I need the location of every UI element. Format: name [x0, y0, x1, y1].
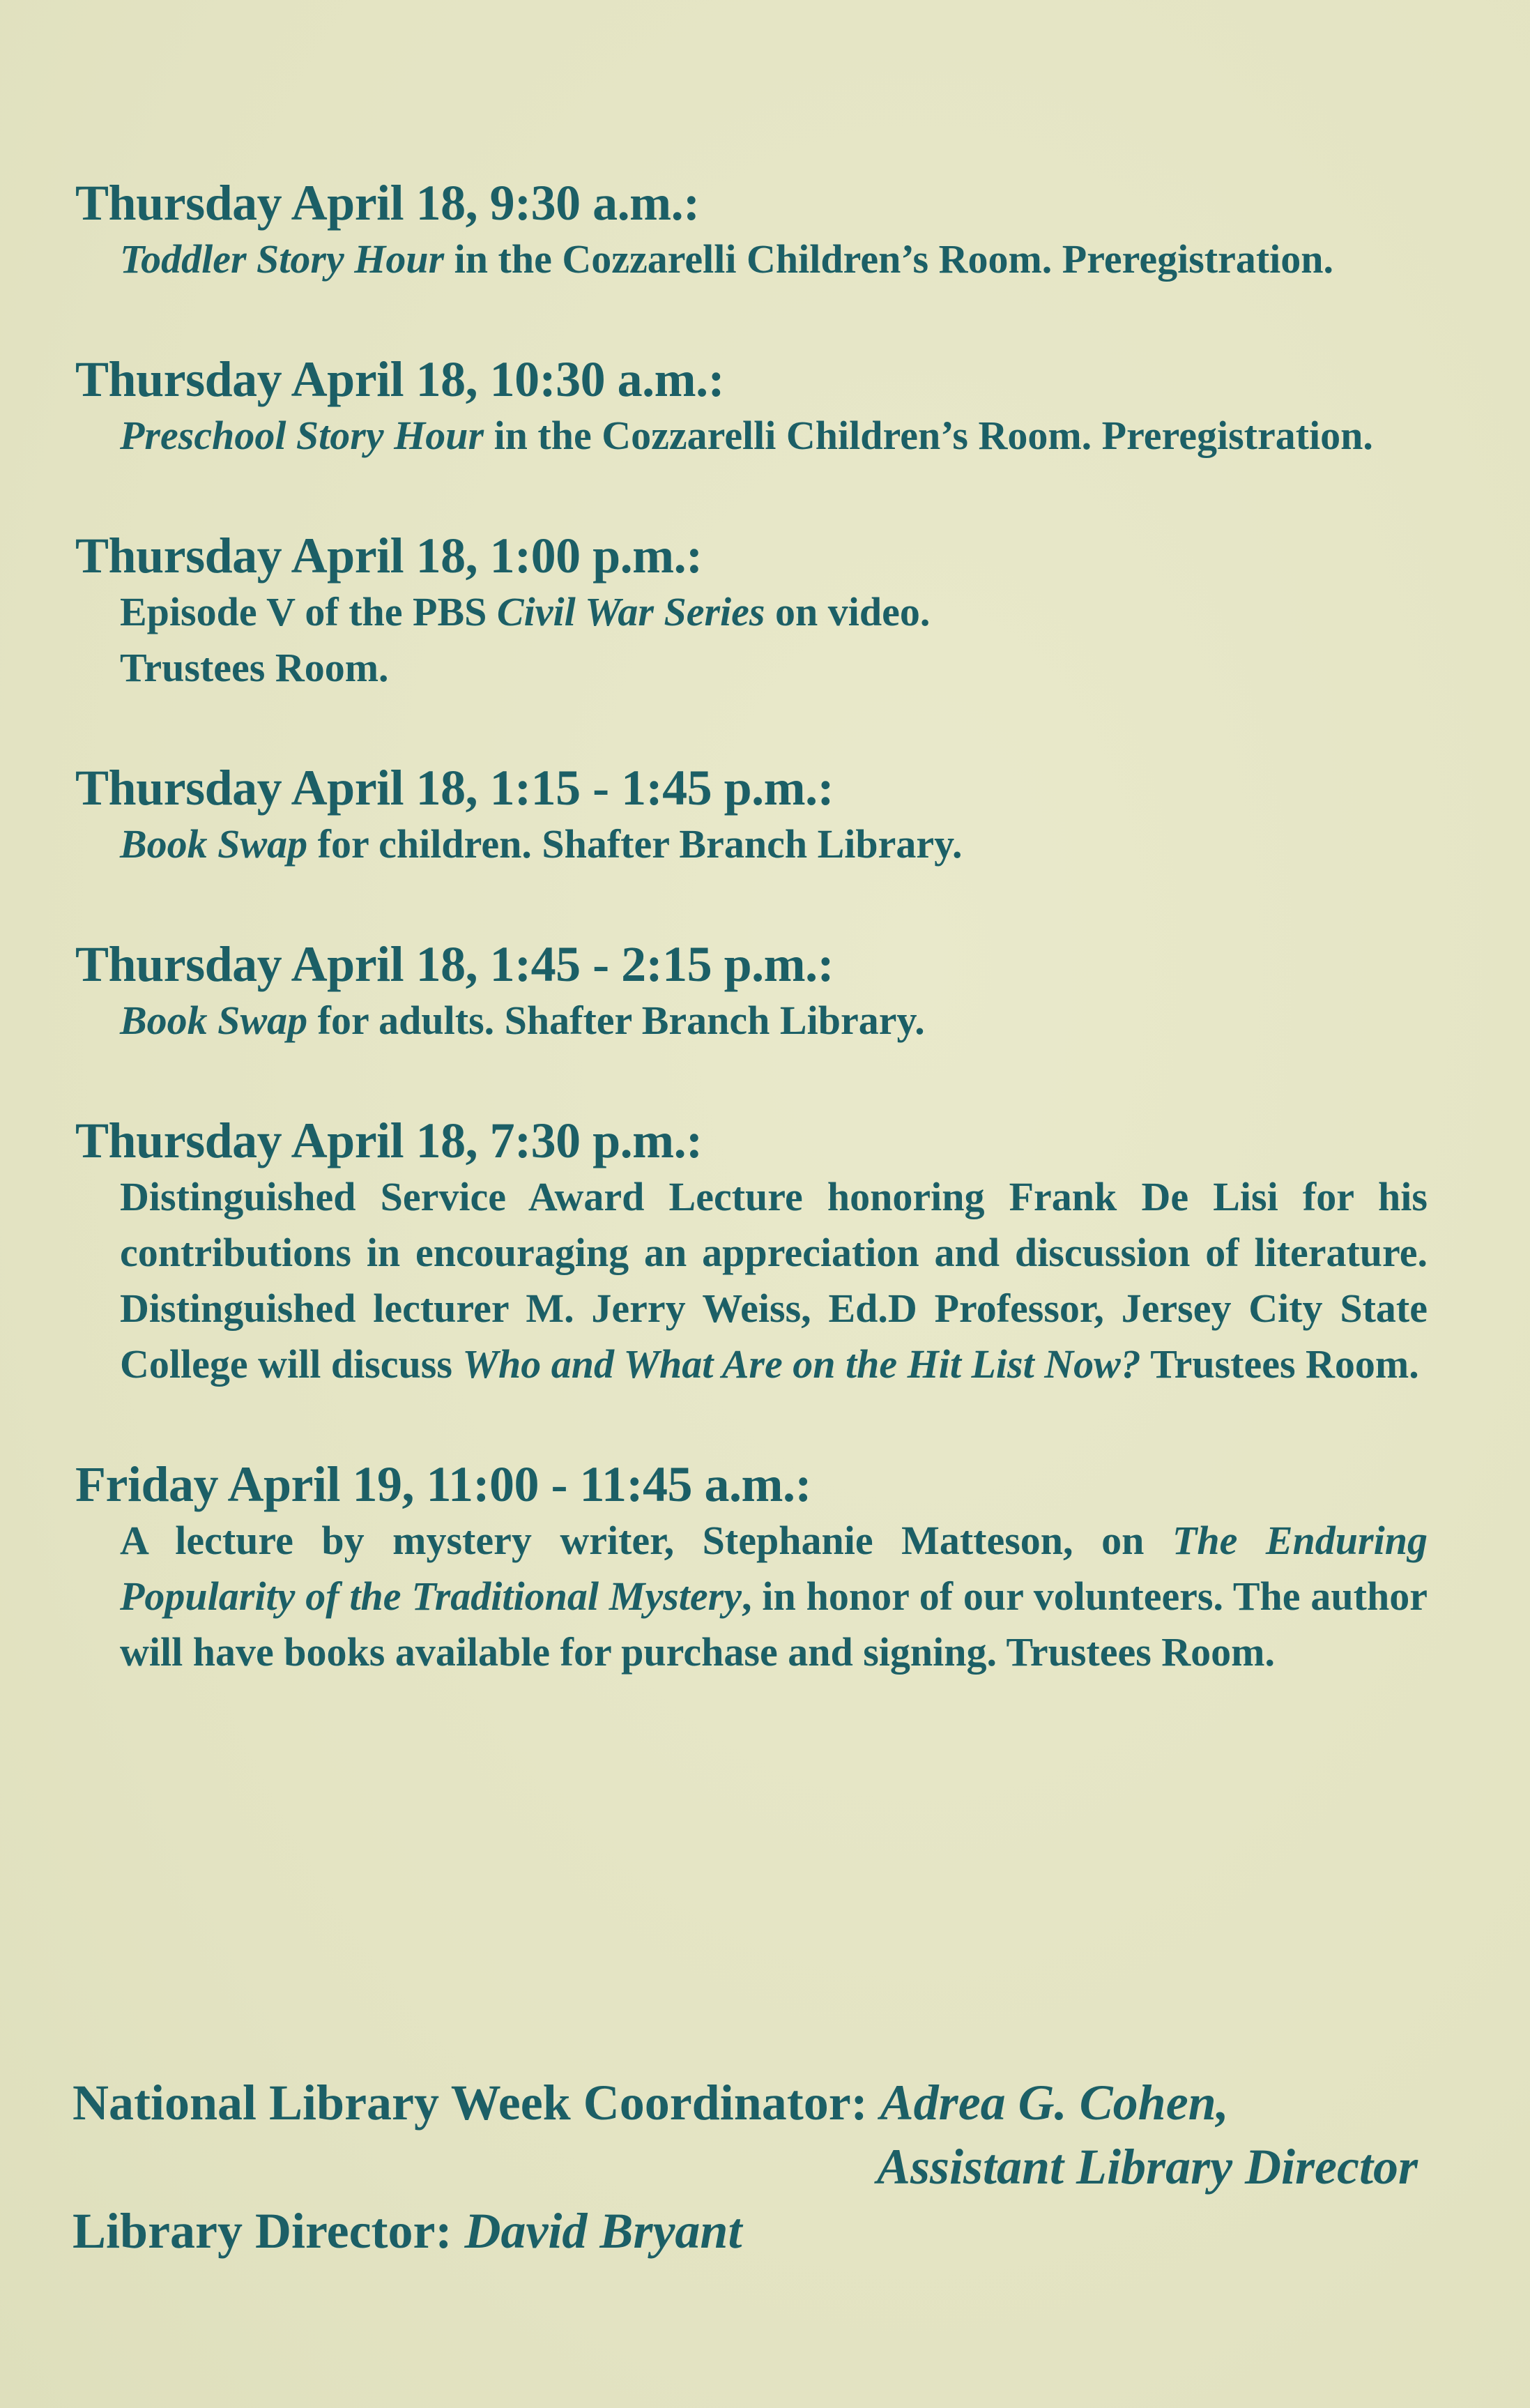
event-heading: Thursday April 18, 1:15 - 1:45 p.m.: — [75, 760, 834, 816]
event-description — [120, 231, 1428, 287]
event-item — [75, 759, 1428, 872]
event-text: for children. Shafter Branch Library. — [307, 821, 963, 867]
coordinator-name: Adrea G. Cohen, — [880, 2075, 1229, 2131]
event-text: in the Cozzarelli Children’s Room. Preregistration. — [444, 236, 1334, 282]
event-title-italic: Preschool Story Hour — [120, 413, 484, 458]
event-description — [120, 1169, 1428, 1392]
event-text: on video. — [765, 589, 931, 634]
event-title-italic: Toddler Story Hour — [120, 236, 445, 282]
event-text: in the Cozzarelli Children’s Room. Preregistration. — [484, 413, 1373, 458]
event-description — [120, 993, 1428, 1049]
event-text: , in honor of our volunteers. The author will have books available for purchase and signing. Trustees Room. — [120, 1573, 1428, 1675]
event-item — [75, 174, 1428, 287]
event-text: A lecture by mystery writer, Stephanie Matteson, on — [120, 1518, 1172, 1563]
event-text: for adults. Shafter Branch Library. — [307, 998, 925, 1043]
director-label: Library Director: — [72, 2203, 465, 2259]
event-text: Episode V of the PBS — [120, 589, 497, 634]
event-schedule — [75, 174, 1428, 1744]
coordinator-title: Assistant Library Director — [876, 2139, 1418, 2195]
event-list — [75, 174, 1428, 1680]
credits-footer — [72, 2071, 1418, 2263]
event-description — [120, 584, 1428, 696]
event-heading: Thursday April 18, 7:30 p.m.: — [75, 1113, 703, 1168]
director-line — [72, 2199, 1418, 2263]
event-description — [120, 1513, 1428, 1680]
event-item — [75, 351, 1428, 464]
event-description — [120, 816, 1428, 872]
event-heading: Thursday April 18, 9:30 a.m.: — [75, 175, 700, 231]
event-text: Distinguished Service Award Lecture honoring Frank De Lisi for his contributions in encouraging an appreciation and discussion of literature. Distinguished lecturer M. Jerry Weiss, Ed.D Professor, Jersey City State College will discuss — [120, 1174, 1428, 1387]
director-name: David Bryant — [464, 2203, 742, 2259]
event-item — [75, 936, 1428, 1049]
event-description — [120, 408, 1428, 464]
event-heading: Thursday April 18, 10:30 a.m.: — [75, 351, 725, 407]
coordinator-line — [72, 2071, 1418, 2135]
event-title-italic: Who and What Are on the Hit List Now? — [462, 1341, 1141, 1387]
coordinator-title-line — [72, 2135, 1418, 2199]
event-item — [75, 1112, 1428, 1392]
event-item — [75, 527, 1428, 696]
event-item — [75, 1456, 1428, 1680]
event-title-italic: Book Swap — [120, 821, 308, 867]
event-title-italic: Book Swap — [120, 998, 308, 1043]
event-heading: Thursday April 18, 1:00 p.m.: — [75, 528, 703, 584]
event-text: Trustees Room. — [120, 645, 389, 690]
event-text: Trustees Room. — [1140, 1341, 1419, 1387]
event-title-italic: The Enduring Popularity of the Traditional Mystery — [120, 1518, 1428, 1619]
event-heading: Friday April 19, 11:00 - 11:45 a.m.: — [75, 1456, 811, 1512]
event-heading: Thursday April 18, 1:45 - 2:15 p.m.: — [75, 936, 834, 992]
event-title-italic: Civil War Series — [496, 589, 765, 634]
coordinator-label: National Library Week Coordinator: — [72, 2075, 880, 2131]
